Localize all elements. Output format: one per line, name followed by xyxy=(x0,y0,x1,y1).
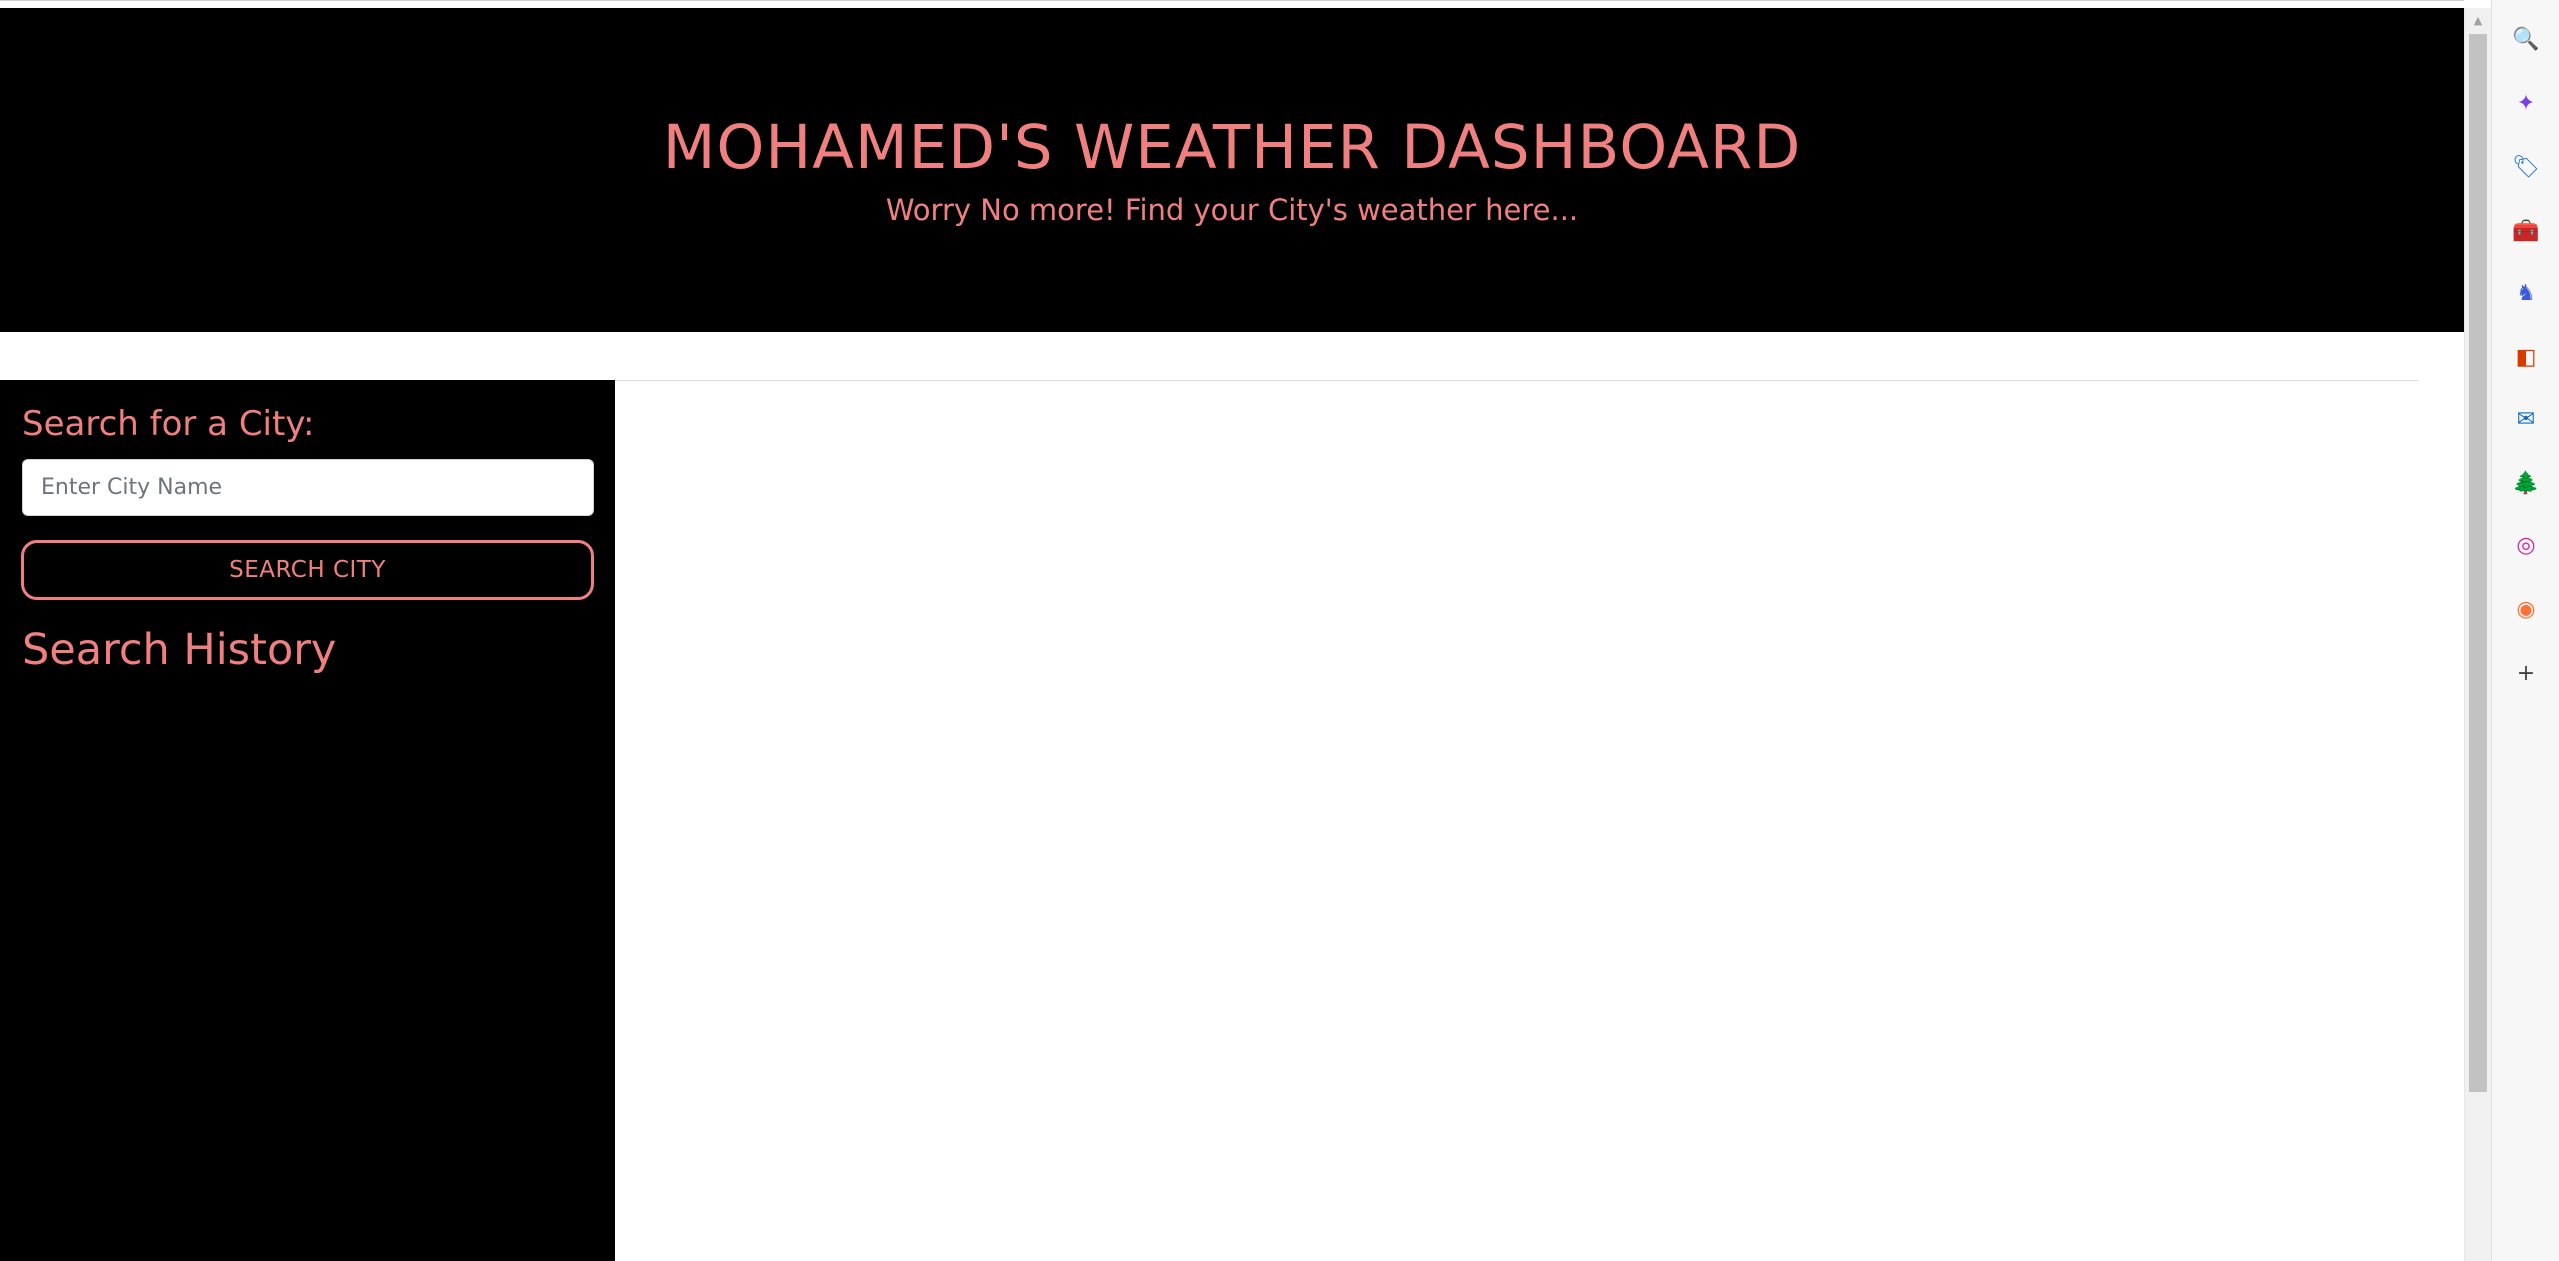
search-history-title: Search History xyxy=(22,625,337,675)
games-icon[interactable]: ♞ xyxy=(2516,281,2536,306)
weather-results-area xyxy=(615,381,2464,1261)
shopping-tag-icon[interactable]: 🏷 xyxy=(2512,155,2540,180)
header-banner xyxy=(0,8,2464,332)
scroll-up-arrow-icon[interactable]: ▲ xyxy=(2473,14,2483,27)
page-scrollbar[interactable] xyxy=(2464,8,2491,1261)
add-icon[interactable]: + xyxy=(2516,661,2536,686)
scroll-thumb[interactable] xyxy=(2469,34,2487,1092)
search-city-button[interactable]: SEARCH CITY xyxy=(21,540,594,600)
outlook-icon[interactable]: ✉ xyxy=(2516,407,2536,432)
tools-icon[interactable]: 🧰 xyxy=(2512,219,2540,244)
tree-icon[interactable]: 🌲 xyxy=(2512,471,2540,496)
search-icon[interactable]: 🔍 xyxy=(2512,27,2540,52)
instagram-icon[interactable]: ◎ xyxy=(2516,533,2536,558)
search-label: Search for a City: xyxy=(22,404,315,444)
office-icon[interactable]: ◧ xyxy=(2515,345,2537,370)
page-subtitle: Worry No more! Find your City's weather here... xyxy=(885,193,1579,227)
city-search-input[interactable] xyxy=(22,459,594,516)
page-title: MOHAMED'S WEATHER DASHBOARD xyxy=(662,112,1802,183)
copilot-sparkle-icon[interactable]: ✦ xyxy=(2516,91,2536,116)
firefox-icon[interactable]: ◉ xyxy=(2516,597,2536,622)
browser-sidebar xyxy=(2491,0,2559,1261)
